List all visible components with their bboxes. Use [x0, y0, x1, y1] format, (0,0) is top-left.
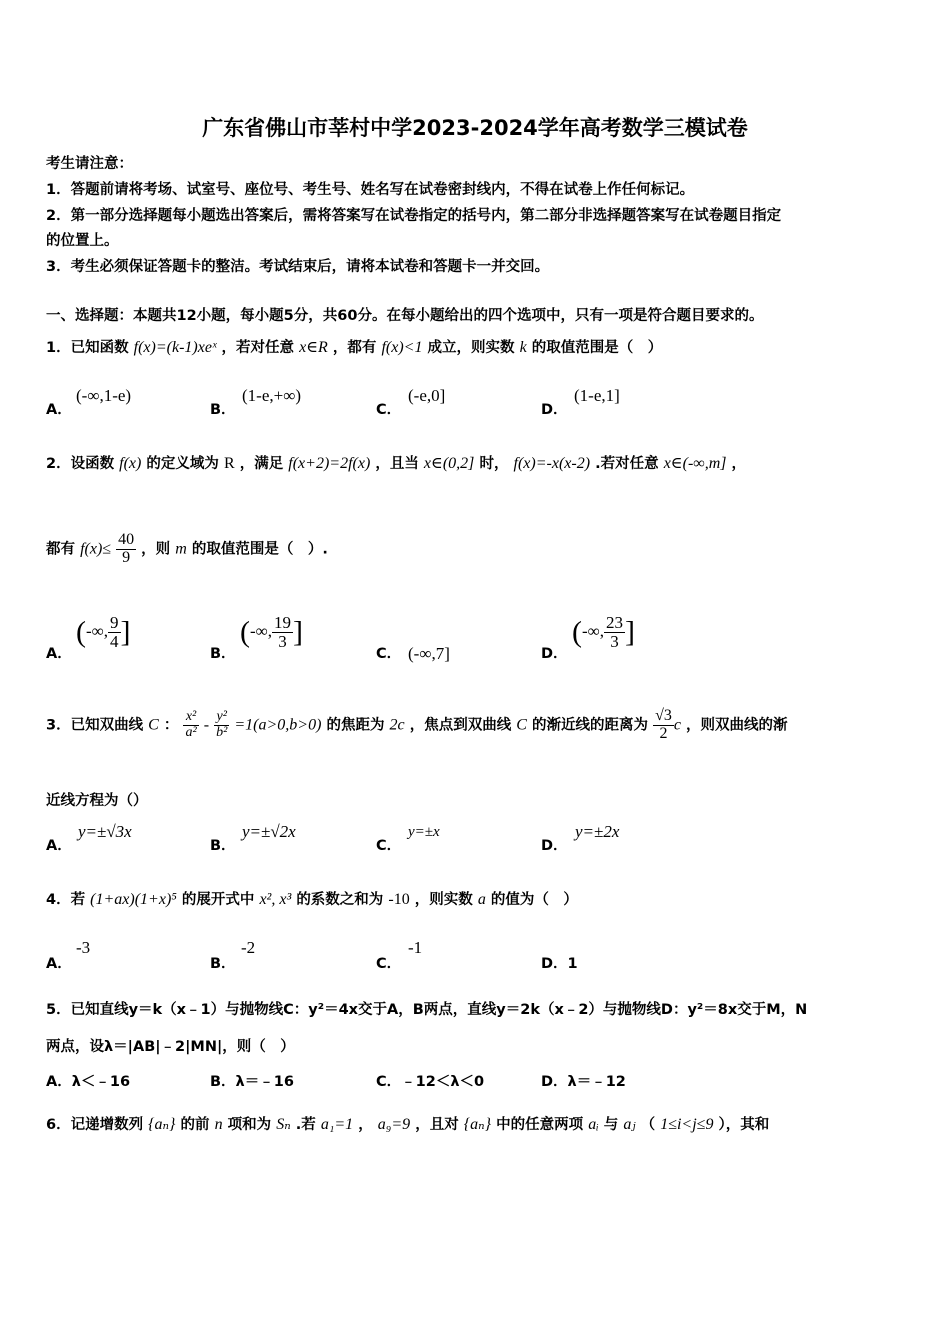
q6-text: ， [358, 1117, 373, 1133]
q3-option-c-label: C． [376, 838, 402, 854]
q2-option-b-text: -∞, [250, 621, 273, 641]
page-title: 广东省佛山市莘村中学2023-2024学年高考数学三模试卷 [202, 116, 748, 140]
q6-text: ），其和 [718, 1117, 770, 1133]
q4-text: 的值为（ ） [490, 892, 578, 908]
q2-option-b-den: 3 [278, 631, 287, 651]
q6-text: （ [640, 1117, 656, 1133]
q6-text: 中的任意两项 [496, 1117, 584, 1133]
question-5-cont: 两点，设λ＝|AB|﹣2|MN|，则（ ） [46, 1039, 295, 1055]
q1-function: f(x)=(k-1)xeˣ [133, 339, 217, 356]
question-4 [46, 888, 910, 909]
q3-frac-x-num: x² [183, 710, 198, 726]
q4-text: ，则实数 [414, 892, 473, 908]
q6-text: 的前 [180, 1117, 210, 1133]
question-5: 5．已知直线y＝k（x﹣1）与抛物线C：y²＝4x交于A，B两点，直线y＝2k（x﹣2）与抛物线D：y²＝8x交于M，N [46, 1002, 808, 1018]
q2-function: f(x) [119, 455, 142, 472]
q1-text: 1．已知函数 [46, 340, 129, 356]
q2-definition: f(x)=-x(x-2) [513, 455, 591, 472]
q5-option-d[interactable]: D．λ＝﹣12 [541, 1074, 626, 1090]
q3-curve: C [516, 716, 527, 734]
q1-option-a[interactable]: (-∞,1-e) [76, 386, 132, 405]
notice-item-3: 3．考生必须保证答题卡的整洁。考试结束后，请将本试卷和答题卡一并交回。 [46, 259, 550, 275]
q1-option-c[interactable]: (-e,0] [408, 386, 446, 405]
q4-option-a-label: A． [46, 956, 72, 972]
q4-option-a[interactable]: -3 [76, 938, 91, 957]
q3-option-a-label: A． [46, 838, 72, 854]
q1-option-d[interactable]: (1-e,1] [574, 386, 620, 405]
q3-option-b-label: B． [210, 838, 236, 854]
q4-expression: (1+ax)(1+x)⁵ [90, 891, 177, 908]
q4-option-b-label: B． [210, 956, 236, 972]
q2-functional-equation: f(x+2)=2f(x) [288, 455, 371, 472]
q3-text: 的渐近线的距离为 [532, 717, 649, 734]
q3-frac-dist-den: 2 [659, 724, 668, 742]
q1-option-a-label: A． [46, 402, 72, 418]
q6-n: n [214, 1116, 223, 1133]
q2-option-d-label: D． [541, 646, 568, 662]
q6-index-range: 1≤i<j≤9 [660, 1116, 714, 1133]
q6-a9: a₉=9 [377, 1116, 411, 1133]
q2-option-c-label: C． [376, 646, 402, 662]
q4-option-c[interactable]: -1 [408, 938, 423, 957]
q2-option-d[interactable]: (-∞, $\frac{23}{3}$ ] [572, 613, 636, 651]
q2-fraction [116, 532, 136, 567]
q3-frac-y-den: b² [216, 724, 228, 740]
q1-inequality: f(x)<1 [381, 339, 423, 356]
question-2 [46, 452, 910, 473]
q2-inequality: f(x)≤ [80, 540, 112, 558]
q6-a1: a₁=1 [320, 1116, 354, 1133]
q3-option-d-label: D． [541, 838, 568, 854]
q1-text: ，若对任意 [221, 340, 295, 356]
notice-item-2: 2．第一部分选择题每小题选出答案后，需将答案写在试卷指定的括号内，第二部分非选择题答案写在试卷题目指定 [46, 208, 782, 224]
q6-sequence: {aₙ} [148, 1116, 176, 1133]
q2-option-b[interactable]: (-∞, $\frac{19}{3}$ ] [240, 613, 304, 651]
q2-text: ，满足 [239, 456, 284, 472]
q6-sequence: {aₙ} [463, 1116, 492, 1133]
q2-interval: x∈(0,2] [423, 455, 475, 472]
q6-ai: aᵢ [588, 1116, 599, 1133]
q3-frac-x-den: a² [185, 724, 197, 740]
q5-option-a[interactable]: A．λ＜﹣16 [46, 1074, 131, 1090]
q2-text: ， [731, 456, 747, 472]
q2-option-a-text: -∞, [86, 621, 109, 641]
q2-text: ，且当 [375, 456, 419, 472]
q6-text: ，且对 [415, 1117, 459, 1133]
q3-option-b[interactable]: y=±√2x [242, 822, 296, 841]
q3-condition: =1(a>0,b>0) [234, 716, 322, 734]
q2-option-a[interactable]: (-∞, $\frac{9}{4}$ ] [76, 613, 131, 651]
q4-text: 的系数之和为 [296, 892, 384, 908]
q2-text: .若对任意 [595, 456, 659, 472]
q6-sum: Sₙ [276, 1116, 291, 1133]
q2-option-b-num: 19 [274, 613, 292, 632]
q2-text: 时， [479, 456, 509, 472]
q3-curve: C [148, 716, 159, 734]
q3-frac-dist [653, 708, 674, 743]
q6-text: 与 [603, 1117, 619, 1133]
notice-item-1: 1．答题前请将考场、试室号、座位号、考生号、姓名写在试卷密封线内，不得在试卷上作任何标记。 [46, 182, 695, 198]
q2-option-b-frac [272, 614, 293, 651]
q2-option-a-frac [108, 614, 121, 651]
q2-option-a-label: A． [46, 646, 72, 662]
q3-c: c [673, 716, 681, 734]
q1-option-b-label: B． [210, 402, 236, 418]
q5-option-c[interactable]: C．﹣12＜λ＜0 [376, 1074, 485, 1090]
q1-option-b[interactable]: (1-e,+∞) [242, 386, 301, 405]
q4-option-b[interactable]: -2 [241, 938, 256, 957]
q6-text: 6．记递增数列 [46, 1117, 144, 1133]
q3-option-c[interactable]: y=±x [408, 824, 440, 840]
q6-aj: aⱼ [623, 1116, 636, 1133]
q4-text: 的展开式中 [181, 892, 255, 908]
q2-option-d-den: 3 [610, 631, 619, 651]
q2-fraction-num: 40 [118, 531, 135, 548]
q3-text: ，焦点到双曲线 [409, 717, 512, 734]
q3-text: 的焦距为 [326, 717, 385, 734]
q3-frac-y [214, 710, 229, 740]
q4-text: 4．若 [46, 892, 86, 908]
question-6 [46, 1113, 910, 1134]
q3-text: 3．已知双曲线 [46, 717, 144, 734]
question-3-cont: 近线方程为（） [46, 793, 148, 809]
notice-heading: 考生请注意： [46, 156, 133, 172]
q3-frac-y-num: y² [214, 710, 229, 726]
q3-option-d[interactable]: y=±2x [575, 822, 620, 841]
question-2-cont [46, 532, 910, 567]
question-1 [46, 336, 910, 357]
q4-value: -10 [388, 891, 410, 908]
q3-frac-x [183, 710, 198, 740]
q3-frac-dist-num: √3 [655, 707, 672, 724]
section-heading: 一、选择题：本题共12小题，每小题5分，共60分。在每小题给出的四个选项中，只有一项是符合题目要求的。 [46, 308, 764, 324]
q2-option-d-frac [604, 614, 625, 651]
q2-option-d-text: -∞, [582, 621, 605, 641]
q4-variable: a [477, 891, 486, 908]
q1-domain: x∈R [299, 339, 328, 356]
q3-option-a[interactable]: y=±√3x [78, 822, 132, 841]
q3-focal: 2c [389, 716, 405, 734]
q2-reals: R [223, 455, 235, 472]
q2-option-b-label: B． [210, 646, 236, 662]
q3-minus: - [203, 716, 210, 734]
q6-text: .若 [295, 1117, 316, 1133]
q2-option-c[interactable]: (-∞,7] [408, 644, 450, 663]
q4-option-c-label: C． [376, 956, 402, 972]
q2-option-a-num: 9 [110, 613, 119, 632]
q4-option-d[interactable]: D．1 [541, 956, 578, 972]
question-3 [46, 708, 910, 743]
q2-option-a-den: 4 [110, 631, 119, 651]
q2-text: 的定义域为 [146, 456, 219, 472]
q2-text: 2．设函数 [46, 456, 115, 472]
q2-text: 都有 [46, 541, 75, 558]
q1-option-c-label: C． [376, 402, 402, 418]
q1-text: 的取值范围是（ ） [531, 340, 663, 356]
q2-fraction-den: 9 [122, 548, 131, 566]
q1-text: 成立，则实数 [427, 340, 515, 356]
q1-text: ，都有 [332, 340, 377, 356]
notice-item-2-cont: 的位置上。 [46, 233, 119, 249]
q2-text: ，则 [141, 541, 171, 558]
q2-variable: m [175, 540, 187, 558]
q1-option-d-label: D． [541, 402, 568, 418]
q2-option-d-num: 23 [606, 613, 624, 632]
q6-text: 项和为 [227, 1117, 272, 1133]
q3-text: ，则双曲线的渐 [686, 717, 788, 734]
q3-text: ： [163, 717, 179, 734]
q4-terms: x², x³ [259, 891, 292, 908]
q5-option-b[interactable]: B．λ＝﹣16 [210, 1074, 294, 1090]
q1-variable: k [519, 339, 527, 356]
q2-range: x∈(-∞,m] [663, 455, 727, 472]
q2-text: 的取值范围是（ ）. [191, 541, 328, 558]
